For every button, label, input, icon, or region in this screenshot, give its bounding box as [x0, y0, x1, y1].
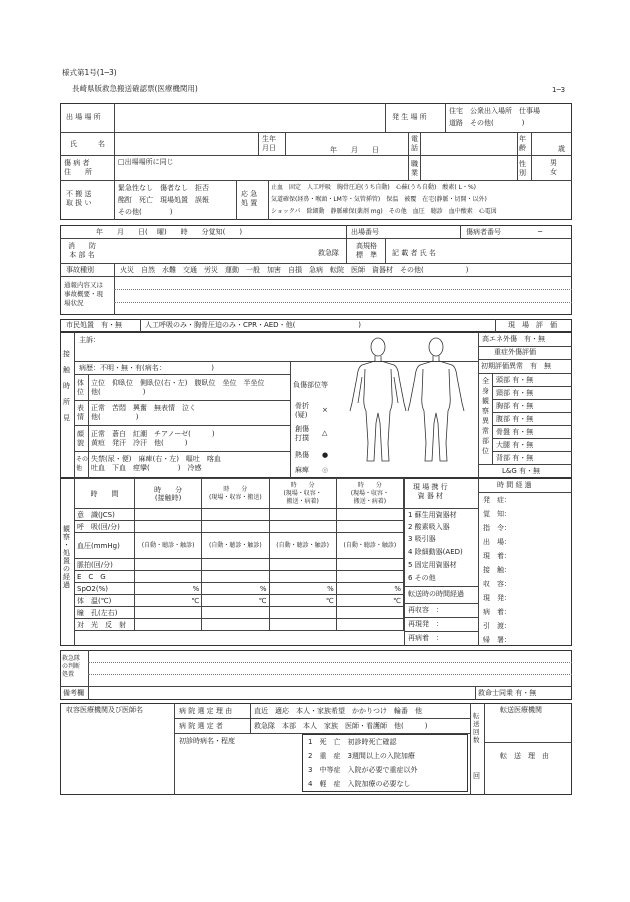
dispatch-place-label: 出 場 場 所	[66, 113, 101, 121]
form-title: 長崎県版救急搬送確認票(医療機関用)	[72, 84, 198, 93]
vitals-side-label: 観 察 ・ 処 置 の 経 過	[63, 525, 70, 589]
emergency-options-1[interactable]: 止血 固定 人工呼吸 胸骨圧迫(うち自動) 心蘇(うち自動) 酸素( L・%)	[271, 184, 476, 191]
time-course-header: 時 間 経 過	[497, 481, 532, 489]
row-light-reflex: 対 光 反 射	[75, 619, 135, 631]
pelvis-item[interactable]: 骨盤 有・無	[496, 428, 534, 436]
fire-dept-label: 消 防 本 部 名	[68, 242, 96, 259]
transfer-reason-label: 転 送 理 由	[500, 752, 549, 760]
dispatch-number-label: 出場番号	[351, 228, 379, 236]
severity-4[interactable]: 4 軽 症 入院加療の必要なし	[308, 780, 411, 788]
injury-site-label: 負傷部位等	[293, 381, 328, 389]
temp-unit-3: ℃	[269, 595, 336, 607]
row-pulse: 脈拍(回/分)	[75, 559, 135, 571]
patient-address-label: 傷 病 者 住 所	[64, 159, 92, 176]
color-label: 顔 貌	[77, 430, 84, 447]
bp-method-3[interactable]: (自動・聴診・触診)	[269, 533, 336, 559]
accident-types[interactable]: 火災 自然 水難 交通 労災 運動 一般 加害 自損 急病 転院 医師 資器材 その他( )	[120, 266, 469, 274]
row-consciousness: 意 識(JCS)	[75, 509, 135, 521]
temp-unit-4: ℃	[336, 595, 403, 607]
emergency-options-2[interactable]: 気道確保(経鼻・喉頭・LM等・気管挿管) 保温 被覆 在宅(静脈・切開・以外)	[271, 196, 487, 203]
ambulance-label: 救急隊	[318, 249, 339, 257]
name-label: 氏 名	[70, 140, 105, 148]
emergency-treatment-label: 応 急 処 置	[241, 190, 258, 207]
occurrence-place-label: 発 生 場 所	[392, 113, 427, 121]
wound-mark-icon: △	[322, 429, 328, 437]
summary-label: 通報内容又は 事故概要・現 場状況	[64, 281, 103, 307]
high-energy-trauma[interactable]: 高エネ外傷 有・無	[482, 335, 545, 343]
time-col-4[interactable]: 時 分 (現場・収容・ 搬送・病着)	[336, 479, 403, 509]
row-bp: 血圧(mmHg)	[75, 533, 135, 559]
citizen-treatment-options[interactable]: 人工呼吸のみ・胸骨圧迫のみ・CPR・AED・他( )	[145, 321, 362, 329]
tc-handover[interactable]: 引 渡：	[483, 622, 511, 630]
back-item[interactable]: 背部 有・無	[496, 454, 534, 462]
equip-5[interactable]: 5 固定用資器材	[408, 561, 457, 569]
posture-options[interactable]: 立位 仰臥位 側臥位(右・左) 腹臥位 坐位 半坐位 他( )	[91, 379, 265, 396]
re-receipt[interactable]: 再収容 ：	[408, 606, 443, 614]
face-options[interactable]: 正常 苦悶 興奮 無表情 泣く 他( )	[91, 404, 196, 421]
dob-fields[interactable]: 年 月 日	[330, 146, 379, 154]
transfer-times-unit: 回	[473, 772, 480, 780]
equip-3[interactable]: 3 吸引器	[408, 535, 436, 543]
age-label: 年齢	[519, 135, 526, 152]
qualified-label: 高規格 標 準	[356, 242, 377, 259]
paramedic-onboard[interactable]: 救命士同乗 有・無	[478, 689, 537, 697]
severity-1[interactable]: 1 死 亡 初診時死亡確認	[308, 738, 397, 746]
onsite-eval-header: 現 場 評 価	[508, 321, 557, 329]
face-label: 表 情	[77, 404, 84, 421]
spo2-unit-1: %	[135, 583, 202, 595]
neck-item[interactable]: 頸部 有・無	[496, 389, 534, 397]
time-col-1[interactable]: 時 分 (接触時)	[135, 479, 202, 509]
tc-arrive-scene[interactable]: 現 着：	[483, 552, 511, 560]
age-unit: 歳	[558, 145, 565, 153]
legend-paralysis: 麻痺	[295, 466, 309, 474]
observation-side-label: 接 触 時 所 見	[63, 350, 70, 422]
re-arrival[interactable]: 再病着 ：	[408, 634, 443, 642]
diagnosis-label: 初診時病名・程度	[179, 737, 235, 745]
vitals-table	[74, 478, 404, 631]
tc-aware[interactable]: 覚 知：	[483, 510, 511, 518]
tc-dispatch[interactable]: 出 場：	[483, 538, 511, 546]
row-temp: 体 温(℃)	[75, 595, 135, 607]
severity-3[interactable]: 3 中等症 入院が必要で重症以外	[308, 766, 418, 774]
row-spo2: SpO2(%)	[75, 583, 135, 595]
spo2-unit-2: %	[202, 583, 269, 595]
non-transport-options-3[interactable]: その他( )	[118, 208, 173, 216]
posture-label: 体 位	[77, 379, 84, 396]
history-field[interactable]: 病歴：不明・無・有(病名： )	[79, 364, 214, 372]
equip-6[interactable]: 6 その他	[408, 574, 436, 582]
tc-contact[interactable]: 接 触：	[483, 566, 511, 574]
bp-method-1[interactable]: (自動・聴診・触診)	[135, 533, 202, 559]
time-header: 時 間	[75, 479, 135, 509]
non-transport-options-2[interactable]: 酩酊 死亡 現場処置 誤報	[118, 196, 209, 204]
trauma-eval-header: 重症外傷評価	[494, 348, 536, 356]
place-options-2[interactable]: 道路 その他( )	[449, 119, 525, 127]
selection-reason-options[interactable]: 直近 適応 本人・家族希望 かかりつけ 輪番 他	[254, 707, 422, 715]
transfer-time-header: 転送時の時間経過	[408, 590, 464, 598]
bp-method-4[interactable]: (自動・聴診・触診)	[336, 533, 403, 559]
tc-hospital[interactable]: 病 着：	[483, 608, 511, 616]
time-col-2[interactable]: 時 分 (現場・収容・搬送)	[202, 479, 269, 509]
row-ecg: E C G	[75, 571, 135, 583]
color-options[interactable]: 正常 蒼白 紅潮 チアノーゼ( ) 黄疸 発汗 冷汗 他( )	[91, 430, 215, 447]
datetime-row[interactable]: 年 月 日( 曜) 時 分覚知( )	[96, 228, 243, 236]
burn-mark-icon: ●	[322, 451, 329, 459]
selection-reason-label: 病 院 選 定 理 由	[179, 707, 233, 715]
time-col-3[interactable]: 時 分 (現場・収容・ 搬送・病着)	[269, 479, 336, 509]
legend-fracture: 骨折 (疑)	[295, 402, 309, 419]
tc-receive[interactable]: 収 容：	[483, 580, 511, 588]
form-number: 様式第1号(1─3)	[62, 68, 117, 77]
equipment-header: 現 場 携 行 資 器 材	[413, 483, 448, 500]
place-options-1[interactable]: 住宅 公衆出入場所 仕事場	[449, 107, 540, 115]
tc-command[interactable]: 指 令：	[483, 524, 511, 532]
other-label: その 他	[76, 456, 89, 472]
chest-item[interactable]: 胸部 有・無	[496, 402, 534, 410]
remarks-label: 備考欄	[63, 689, 84, 697]
other-options[interactable]: 失禁(尿・便) 麻痺(右・左) 嘔吐 喀血 吐血 下血 痙攣( ) 冷感	[91, 455, 221, 472]
patient-number-value: ─	[538, 228, 543, 236]
occupation-label: 職業	[411, 160, 418, 177]
recorder-label: 記 載 者 氏 名	[392, 249, 436, 257]
same-as-dispatch-checkbox[interactable]: □出場場所に同じ	[118, 158, 174, 166]
emergency-options-3[interactable]: ショックパ 除細動 静脈確保(薬剤 mg) その他 血圧 聴診 血中酸素 心電図	[271, 208, 497, 215]
paralysis-mark-icon: ◎	[322, 466, 329, 474]
re-depart[interactable]: 再現発 ：	[408, 620, 443, 628]
temp-unit-2: ℃	[202, 595, 269, 607]
selector-label: 病 院 選 定 者	[179, 722, 223, 730]
tc-return[interactable]: 帰 署：	[483, 636, 511, 644]
legend-burn: 熱傷	[295, 451, 309, 459]
page-ref: 1─3	[552, 86, 566, 94]
temp-unit-1: ℃	[135, 595, 202, 607]
selector-options[interactable]: 救急隊 本部 本人 家族 医師・看護師 他( )	[254, 722, 428, 730]
row-pupil: 瞳 孔(左右)	[75, 607, 135, 619]
bp-method-2[interactable]: (自動・聴診・触診)	[202, 533, 269, 559]
equip-2[interactable]: 2 酸素吸入器	[408, 523, 450, 531]
hospital-doctor-label: 収容医療機関及び医師名	[66, 706, 143, 714]
judgement-label: 救急隊 の判断 処置	[62, 655, 81, 678]
dob-label: 生年 月日	[262, 135, 276, 152]
tc-onset[interactable]: 発 症：	[483, 496, 511, 504]
sex-options[interactable]: 男 女	[550, 159, 557, 176]
severity-2[interactable]: 2 重 症 3週間以上の入院加療	[308, 752, 415, 760]
body-diagram-icon[interactable]	[340, 333, 475, 473]
equip-1[interactable]: 1 蘇生用資器材	[408, 511, 457, 519]
sex-label: 性別	[519, 160, 526, 177]
tc-depart[interactable]: 現 発：	[483, 594, 511, 602]
abdomen-item[interactable]: 腹部 有・無	[496, 415, 534, 423]
body-area-label: 全 身 観 察 異 常 部 位	[482, 377, 489, 455]
transfer-count-label: 転 送 回 数	[473, 712, 480, 744]
fracture-mark-icon: ×	[322, 406, 328, 414]
legend-wound: 創傷 打撲	[295, 425, 309, 442]
row-respiration: 呼 吸(回/分)	[75, 521, 135, 533]
phone-label: 電話	[411, 135, 418, 152]
initial-eval[interactable]: 初期評価異常 有 無	[481, 362, 551, 370]
patient-number-label: 傷病者番号	[466, 228, 501, 236]
transfer-hospital-label: 転送医療機関	[500, 706, 542, 714]
spo2-unit-4: %	[336, 583, 403, 595]
non-transport-label: 不 搬 送 取 扱 い	[66, 190, 92, 207]
head-item[interactable]: 頭部 有・無	[496, 376, 534, 384]
equip-4[interactable]: 4 除細動器(AED)	[408, 548, 463, 556]
thigh-item[interactable]: 大腿 有・無	[496, 441, 534, 449]
chief-complaint[interactable]: 主訴：	[79, 336, 100, 344]
spo2-unit-3: %	[269, 583, 336, 595]
lg-item[interactable]: L&G 有・無	[502, 467, 541, 475]
accident-type-label: 事故種別	[66, 266, 94, 274]
non-transport-options-1[interactable]: 緊急性なし 傷者なし 拒否	[118, 184, 209, 192]
citizen-treatment-label[interactable]: 市民処置 有・無	[66, 321, 122, 329]
